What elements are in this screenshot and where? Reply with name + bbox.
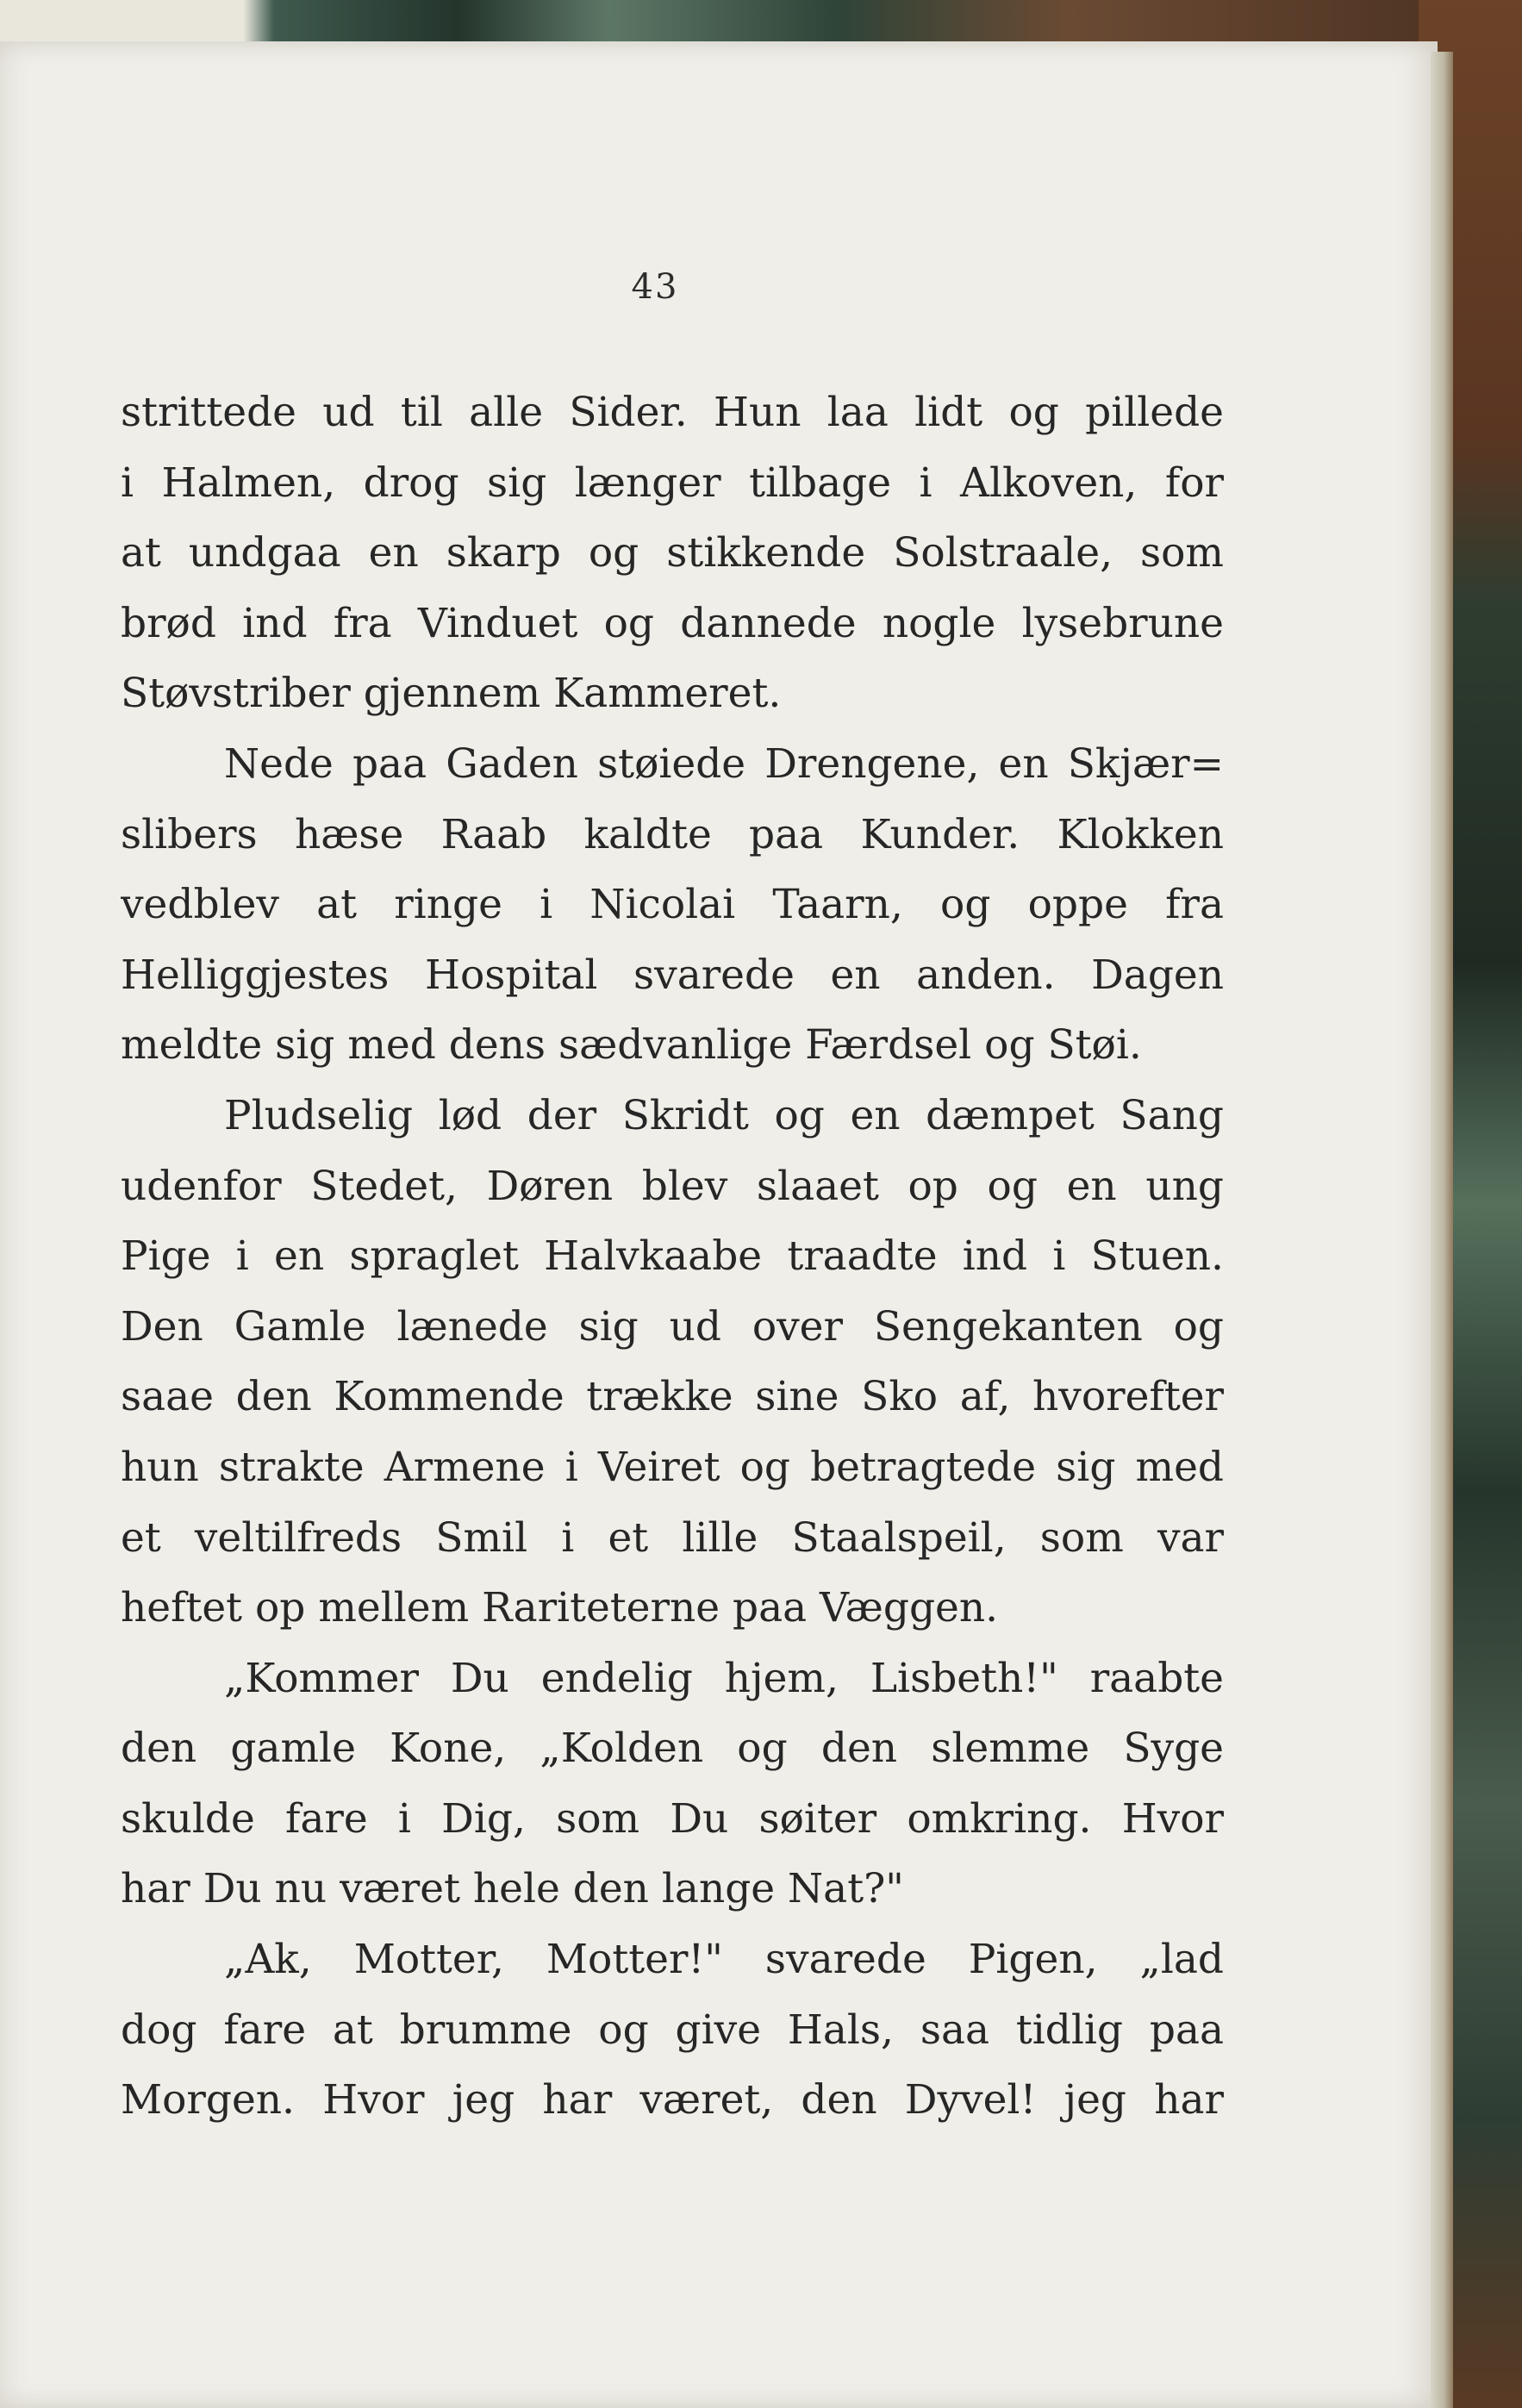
text-line: et veltilfreds Smil i et lille Staalspeil, som var <box>121 1513 1224 1562</box>
text-line: Støvstriber gjennem Kammeret. <box>121 670 782 718</box>
page-edge <box>1431 52 1453 2408</box>
text-line: meldte sig med dens sædvanlige Færdsel og Støi. <box>121 1021 1142 1070</box>
text-line: vedblev at ringe i Nicolai Taarn, og oppe fra <box>121 881 1224 929</box>
text-line: Nede paa Gaden støiede Drengene, en Skjær= <box>224 739 1224 788</box>
text-line: hun strakte Armene i Veiret og betragtede sig med <box>121 1443 1224 1491</box>
text-line: „Kommer Du endelig hjem, Lisbeth!" raabte <box>224 1654 1224 1702</box>
text-line: den gamle Kone, „Kolden og den slemme Syge <box>121 1725 1224 1773</box>
text-line: „Ak, Motter, Motter!" svarede Pigen, „lad <box>224 1936 1224 1984</box>
book-page <box>0 41 1438 2408</box>
text-line: dog fare at brumme og give Hals, saa tidlig paa <box>121 2006 1224 2054</box>
text-line: heftet op mellem Rariteterne paa Væggen. <box>121 1584 999 1632</box>
body-text <box>121 377 1224 2136</box>
text-line: strittede ud til alle Sider. Hun laa lidt og pillede <box>121 389 1224 436</box>
text-line: Den Gamle lænede sig ud over Sengekanten og <box>121 1302 1224 1351</box>
text-line: Morgen. Hvor jeg har været, den Dyvel! jeg har <box>121 2076 1224 2124</box>
text-line: Helliggjestes Hospital svarede en anden. Dagen <box>121 951 1224 999</box>
text-line: skulde fare i Dig, som Du søiter omkring. Hvor <box>121 1794 1224 1843</box>
text-line: slibers hæse Raab kaldte paa Kunder. Klokken <box>121 810 1224 858</box>
text-line: saae den Kommende trække sine Sko af, hvorefter <box>121 1373 1224 1421</box>
text-line: i Halmen, drog sig længer tilbage i Alkoven, for <box>121 459 1224 507</box>
text-line: Pige i en spraglet Halvkaabe traadte ind i Stuen. <box>121 1232 1224 1281</box>
text-line: har Du nu været hele den lange Nat?" <box>121 1865 904 1913</box>
text-line: at undgaa en skarp og stikkende Solstraale, som <box>121 529 1224 577</box>
text-line: brød ind fra Vinduet og dannede nogle lysebrune <box>121 599 1224 647</box>
text-line: Pludselig lød der Skridt og en dæmpet Sang <box>224 1091 1224 1139</box>
page-number: 43 <box>631 267 679 307</box>
text-line: udenfor Stedet, Døren blev slaaet op og en ung <box>121 1162 1224 1210</box>
